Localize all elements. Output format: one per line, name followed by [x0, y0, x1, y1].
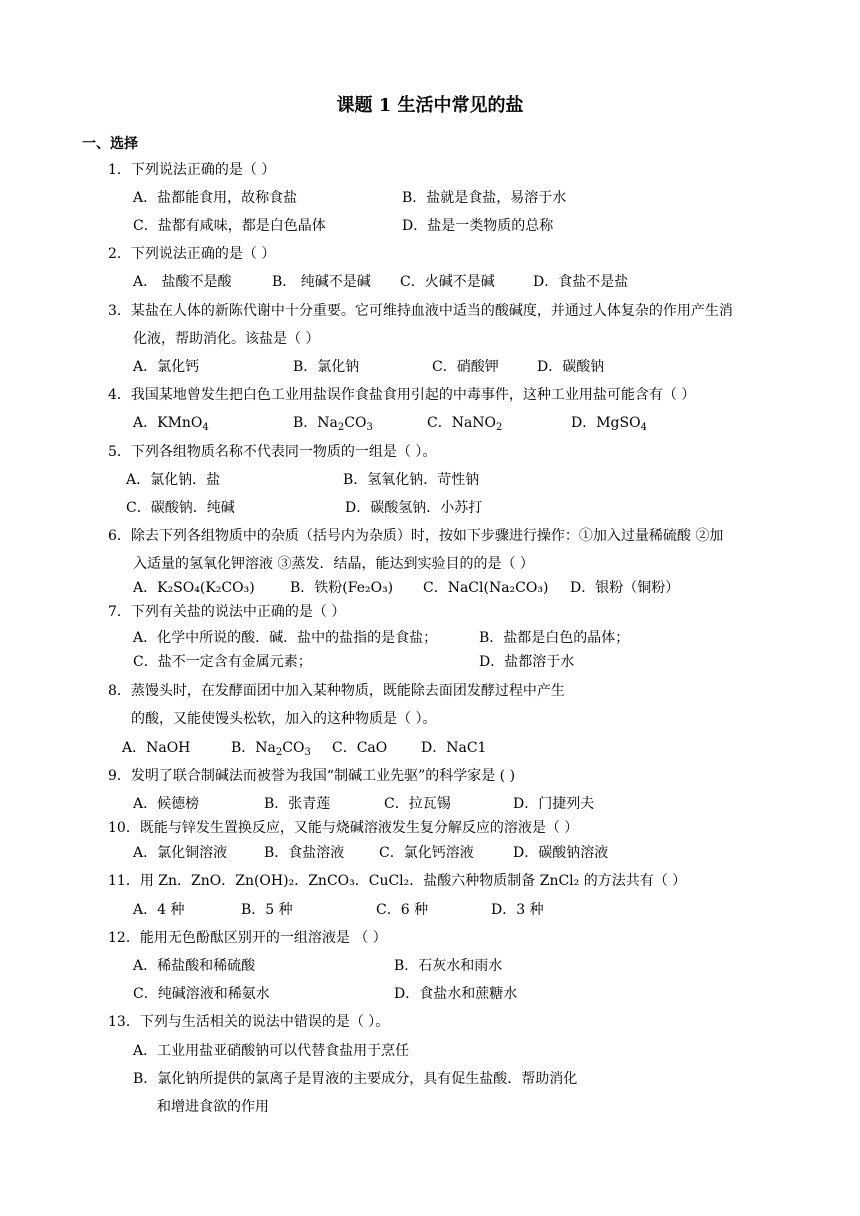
question-5-stem: 5．下列各组物质名称不代表同一物质的一组是（ ）。 — [108, 444, 437, 460]
question-6-stem-line1: 6．除去下列各组物质中的杂质（括号内为杂质）时，按如下步骤进行操作：①加入过量稀硫酸 ②加 — [108, 528, 724, 544]
question-8-stem-line1: 8．蒸馒头时，在发酵面团中加入某种物质，既能除去面团发酵过程中产生 — [108, 683, 565, 699]
question-1-stem: 1．下列说法正确的是（ ） — [108, 162, 276, 178]
question-2-option-c: C．火碱不是碱 — [400, 274, 495, 290]
question-1-option-a: A．盐都能食用，故称食盐 — [133, 190, 298, 206]
section-heading: 一、选择 — [82, 136, 138, 152]
question-9-stem: 9．发明了联合制碱法而被誉为我国“制碱工业先驱”的科学家是 ( ) — [108, 768, 516, 784]
question-5-option-c: C．碳酸钠．纯碱 — [126, 500, 235, 516]
question-13-stem: 13．下列与生活相关的说法中错误的是（ ）。 — [108, 1014, 390, 1030]
question-7-option-c: C．盐不一定含有金属元素； — [133, 654, 312, 670]
question-2-option-a: A． 盐酸不是酸 — [133, 274, 232, 290]
question-10-option-b: B．食盐溶液 — [264, 845, 345, 861]
question-8-stem-line2: 的酸，又能使馒头松软，加入的这种物质是（ ）。 — [131, 711, 437, 727]
question-11-stem: 11．用 Zn．ZnO．Zn(OH)₂．ZnCO₃．CuCl₂．盐酸六种物质制备 ZnCl₂ 的方法共有（ ） — [108, 873, 687, 889]
question-2-option-b: B． 纯碱不是碱 — [272, 274, 371, 290]
question-2-option-d: D．食盐不是盐 — [533, 274, 629, 290]
question-11-option-d: D．3 种 — [491, 902, 544, 918]
question-12-option-c: C．纯碱溶液和稀氨水 — [133, 986, 270, 1002]
question-3-stem-line2: 化液，帮助消化。该盐是（ ） — [133, 331, 320, 347]
question-4-option-c: C．NaNO$_2$ — [427, 415, 503, 433]
question-9-option-d: D．门捷列夫 — [513, 796, 595, 812]
question-4-option-b: B．$Na_2CO_3$ — [293, 415, 373, 433]
question-6-stem-line2: 入适量的氢氧化钾溶液 ③蒸发．结晶，能达到实验目的的是（ ） — [133, 556, 534, 572]
question-4-option-d: D．MgSO$_4$ — [571, 415, 647, 433]
question-10-option-d: D．碳酸钠溶液 — [513, 845, 609, 861]
question-10-option-c: C．氯化钙溶液 — [379, 845, 474, 861]
question-7-stem: 7．下列有关盐的说法中正确的是（ ） — [108, 604, 346, 620]
question-5-option-d: D．碳酸氢钠．小苏打 — [345, 500, 483, 516]
question-4-option-a: A．KMnO$_4$ — [133, 415, 209, 433]
question-9-option-c: C．拉瓦锡 — [384, 796, 451, 812]
question-3-option-d: D．碳酸钠 — [537, 359, 605, 375]
question-5-option-b: B．氢氧化钠．苛性钠 — [343, 472, 480, 488]
question-3-option-b: B．氯化钠 — [293, 359, 360, 375]
question-6-option-b: B．铁粉(Fe₂O₃) — [290, 580, 394, 596]
question-8-option-b: B．$Na_2CO_3$ — [231, 740, 311, 758]
question-13-option-b-line2: 和增进食欲的作用 — [157, 1099, 269, 1115]
question-3-stem-line1: 3．某盐在人体的新陈代谢中十分重要。它可维持血液中适当的酸碱度，并通过人体复杂的作用产生消 — [108, 303, 733, 319]
question-11-option-b: B．5 种 — [241, 902, 293, 918]
question-11-option-c: C．6 种 — [376, 902, 429, 918]
question-7-option-a: A．化学中所说的酸．碱．盐中的盐指的是食盐； — [133, 630, 438, 646]
question-12-option-a: A．稀盐酸和稀硫酸 — [133, 958, 256, 974]
question-1-option-b: B．盐就是食盐，易溶于水 — [402, 190, 567, 206]
question-3-option-a: A．氯化钙 — [133, 359, 200, 375]
question-5-option-a: A．氯化钠．盐 — [126, 472, 221, 488]
question-13-option-a: A．工业用盐亚硝酸钠可以代替食盐用于烹任 — [133, 1043, 410, 1059]
question-6-option-d: D．银粉（铜粉） — [570, 580, 680, 596]
question-2-stem: 2．下列说法正确的是（ ） — [108, 246, 276, 262]
question-13-option-b-line1: B．氯化钠所提供的氯离子是胃液的主要成分，具有促生盐酸．帮助消化 — [133, 1071, 578, 1087]
question-10-stem: 10．既能与锌发生置换反应，又能与烧碱溶液发生复分解反应的溶液是（ ） — [108, 820, 579, 836]
question-12-option-d: D．食盐水和蔗糖水 — [394, 986, 518, 1002]
question-9-option-b: B．张青莲 — [264, 796, 331, 812]
question-6-option-c: C．NaCl(Na₂CO₃) — [423, 580, 549, 596]
question-3-option-c: C．硝酸钾 — [432, 359, 499, 375]
question-10-option-a: A．氯化铜溶液 — [133, 845, 228, 861]
question-8-option-a: A．NaOH — [122, 740, 191, 756]
question-7-option-d: D．盐都溶于水 — [479, 654, 575, 670]
question-4-stem: 4．我国某地曾发生把白色工业用盐误作食盐食用引起的中毒事件，这种工业用盐可能含有（ ） — [108, 387, 696, 403]
page-title: 课题 1 生活中常见的盐 — [336, 95, 524, 116]
question-6-option-a: A．K₂SO₄(K₂CO₃) — [133, 580, 255, 596]
question-7-option-b: B．盐都是白色的晶体； — [479, 630, 630, 646]
question-8-option-c: C．CaO — [332, 740, 388, 756]
question-9-option-a: A．候德榜 — [133, 796, 200, 812]
question-12-stem: 12．能用无色酚酞区别开的一组溶液是 （ ） — [108, 930, 387, 946]
question-8-option-d: D．NaC1 — [421, 740, 487, 756]
question-1-option-d: D．盐是一类物质的总称 — [402, 218, 554, 234]
question-11-option-a: A．4 种 — [133, 902, 185, 918]
question-12-option-b: B．石灰水和雨水 — [394, 958, 503, 974]
question-1-option-c: C．盐都有咸味，都是白色晶体 — [133, 218, 326, 234]
